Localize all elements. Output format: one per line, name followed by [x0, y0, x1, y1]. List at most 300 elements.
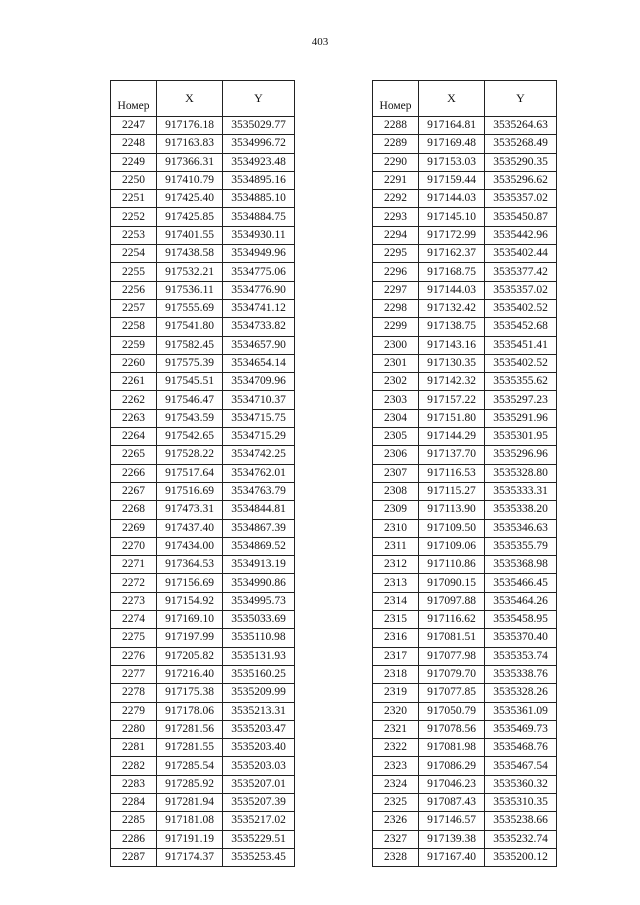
table-row [373, 190, 557, 208]
x-coordinate-cell: 917438.58 [157, 245, 223, 263]
y-coordinate-cell: 3535346.63 [485, 519, 557, 537]
point-number-cell: 2278 [111, 684, 157, 702]
y-coordinate-cell: 3535402.44 [485, 245, 557, 263]
y-coordinate-cell: 3534923.48 [223, 153, 295, 171]
table-row [373, 775, 557, 793]
point-number-cell: 2266 [111, 464, 157, 482]
x-coordinate-cell: 917168.75 [419, 263, 485, 281]
y-coordinate-cell: 3534715.75 [223, 409, 295, 427]
y-coordinate-cell: 3534996.72 [223, 135, 295, 153]
point-number-cell: 2288 [373, 117, 419, 135]
point-number-cell: 2247 [111, 117, 157, 135]
y-coordinate-cell: 3535209.99 [223, 684, 295, 702]
y-coordinate-cell: 3535264.63 [485, 117, 557, 135]
x-coordinate-cell: 917532.21 [157, 263, 223, 281]
y-coordinate-cell: 3535328.80 [485, 464, 557, 482]
point-number-cell: 2295 [373, 245, 419, 263]
x-coordinate-cell: 917175.38 [157, 684, 223, 702]
point-number-cell: 2286 [111, 830, 157, 848]
y-coordinate-cell: 3534763.79 [223, 482, 295, 500]
header-number: Номер [111, 81, 157, 117]
table-header-row [373, 81, 557, 117]
y-coordinate-cell: 3535203.47 [223, 720, 295, 738]
y-coordinate-cell: 3534990.86 [223, 574, 295, 592]
table-row [111, 684, 295, 702]
point-number-cell: 2261 [111, 373, 157, 391]
x-coordinate-cell: 917144.03 [419, 190, 485, 208]
y-coordinate-cell: 3535355.79 [485, 537, 557, 555]
y-coordinate-cell: 3535402.52 [485, 354, 557, 372]
point-number-cell: 2248 [111, 135, 157, 153]
point-number-cell: 2313 [373, 574, 419, 592]
table-row [111, 757, 295, 775]
table-row [373, 757, 557, 775]
x-coordinate-cell: 917181.08 [157, 812, 223, 830]
point-number-cell: 2273 [111, 592, 157, 610]
point-number-cell: 2328 [373, 848, 419, 866]
x-coordinate-cell: 917517.64 [157, 464, 223, 482]
y-coordinate-cell: 3535451.41 [485, 336, 557, 354]
y-coordinate-cell: 3535296.96 [485, 446, 557, 464]
point-number-cell: 2251 [111, 190, 157, 208]
x-coordinate-cell: 917081.98 [419, 739, 485, 757]
y-coordinate-cell: 3535357.02 [485, 190, 557, 208]
point-number-cell: 2265 [111, 446, 157, 464]
point-number-cell: 2312 [373, 556, 419, 574]
point-number-cell: 2284 [111, 793, 157, 811]
x-coordinate-cell: 917401.55 [157, 226, 223, 244]
y-coordinate-cell: 3534949.96 [223, 245, 295, 263]
point-number-cell: 2327 [373, 830, 419, 848]
y-coordinate-cell: 3534741.12 [223, 299, 295, 317]
x-coordinate-cell: 917153.03 [419, 153, 485, 171]
y-coordinate-cell: 3535207.39 [223, 793, 295, 811]
table-row [111, 281, 295, 299]
x-coordinate-cell: 917151.80 [419, 409, 485, 427]
point-number-cell: 2316 [373, 629, 419, 647]
y-coordinate-cell: 3535229.51 [223, 830, 295, 848]
y-coordinate-cell: 3534654.14 [223, 354, 295, 372]
y-coordinate-cell: 3535357.02 [485, 281, 557, 299]
point-number-cell: 2323 [373, 757, 419, 775]
y-coordinate-cell: 3535160.25 [223, 665, 295, 683]
x-coordinate-cell: 917582.45 [157, 336, 223, 354]
y-coordinate-cell: 3535203.40 [223, 739, 295, 757]
point-number-cell: 2317 [373, 647, 419, 665]
table-row [111, 592, 295, 610]
table-row [373, 446, 557, 464]
point-number-cell: 2279 [111, 702, 157, 720]
point-number-cell: 2305 [373, 428, 419, 446]
point-number-cell: 2318 [373, 665, 419, 683]
point-number-cell: 2310 [373, 519, 419, 537]
point-number-cell: 2322 [373, 739, 419, 757]
table-row [373, 135, 557, 153]
x-coordinate-cell: 917163.83 [157, 135, 223, 153]
x-coordinate-cell: 917285.54 [157, 757, 223, 775]
y-coordinate-cell: 3534844.81 [223, 501, 295, 519]
point-number-cell: 2308 [373, 482, 419, 500]
point-number-cell: 2302 [373, 373, 419, 391]
y-coordinate-cell: 3534776.90 [223, 281, 295, 299]
x-coordinate-cell: 917364.53 [157, 556, 223, 574]
table-row [373, 574, 557, 592]
y-coordinate-cell: 3535033.69 [223, 611, 295, 629]
table-row [373, 519, 557, 537]
y-coordinate-cell: 3535458.95 [485, 611, 557, 629]
x-coordinate-cell: 917132.42 [419, 299, 485, 317]
y-coordinate-cell: 3535360.32 [485, 775, 557, 793]
point-number-cell: 2309 [373, 501, 419, 519]
y-coordinate-cell: 3535290.35 [485, 153, 557, 171]
x-coordinate-cell: 917109.06 [419, 537, 485, 555]
point-number-cell: 2281 [111, 739, 157, 757]
x-coordinate-cell: 917157.22 [419, 391, 485, 409]
point-number-cell: 2260 [111, 354, 157, 372]
x-coordinate-cell: 917542.65 [157, 428, 223, 446]
point-number-cell: 2319 [373, 684, 419, 702]
x-coordinate-cell: 917144.29 [419, 428, 485, 446]
x-coordinate-cell: 917116.53 [419, 464, 485, 482]
x-coordinate-cell: 917437.40 [157, 519, 223, 537]
page-number: 403 [311, 36, 329, 48]
table-row [373, 464, 557, 482]
x-coordinate-cell: 917159.44 [419, 171, 485, 189]
table-row [373, 299, 557, 317]
x-coordinate-cell: 917575.39 [157, 354, 223, 372]
y-coordinate-cell: 3534884.75 [223, 208, 295, 226]
table-row [111, 812, 295, 830]
table-row [373, 830, 557, 848]
table-row [111, 611, 295, 629]
table-row [111, 519, 295, 537]
point-number-cell: 2262 [111, 391, 157, 409]
table-body-left [111, 117, 295, 867]
y-coordinate-cell: 3535213.31 [223, 702, 295, 720]
table-row [111, 574, 295, 592]
x-coordinate-cell: 917281.94 [157, 793, 223, 811]
table-row [373, 501, 557, 519]
table-row [373, 848, 557, 866]
x-coordinate-cell: 917077.85 [419, 684, 485, 702]
y-coordinate-cell: 3535464.26 [485, 592, 557, 610]
table-row [111, 775, 295, 793]
x-coordinate-cell: 917137.70 [419, 446, 485, 464]
y-coordinate-cell: 3534742.25 [223, 446, 295, 464]
table-row [373, 208, 557, 226]
point-number-cell: 2283 [111, 775, 157, 793]
y-coordinate-cell: 3534775.06 [223, 263, 295, 281]
table-row [111, 391, 295, 409]
x-coordinate-cell: 917110.86 [419, 556, 485, 574]
x-coordinate-cell: 917087.43 [419, 793, 485, 811]
point-number-cell: 2314 [373, 592, 419, 610]
coordinates-table-right [372, 80, 557, 867]
y-coordinate-cell: 3535377.42 [485, 263, 557, 281]
table-row [373, 153, 557, 171]
table-row [111, 299, 295, 317]
point-number-cell: 2259 [111, 336, 157, 354]
table-row [373, 373, 557, 391]
y-coordinate-cell: 3535217.02 [223, 812, 295, 830]
y-coordinate-cell: 3535370.40 [485, 629, 557, 647]
table-row [111, 556, 295, 574]
y-coordinate-cell: 3535131.93 [223, 647, 295, 665]
y-coordinate-cell: 3534715.29 [223, 428, 295, 446]
point-number-cell: 2269 [111, 519, 157, 537]
y-coordinate-cell: 3534869.52 [223, 537, 295, 555]
table-row [111, 830, 295, 848]
x-coordinate-cell: 917176.18 [157, 117, 223, 135]
table-row [111, 171, 295, 189]
table-row [373, 281, 557, 299]
header-number: Номер [373, 81, 419, 117]
x-coordinate-cell: 917425.40 [157, 190, 223, 208]
point-number-cell: 2311 [373, 537, 419, 555]
x-coordinate-cell: 917216.40 [157, 665, 223, 683]
table-body-right [373, 117, 557, 867]
table-header-row [111, 81, 295, 117]
point-number-cell: 2255 [111, 263, 157, 281]
table-row [111, 428, 295, 446]
table-row [373, 647, 557, 665]
y-coordinate-cell: 3534710.37 [223, 391, 295, 409]
x-coordinate-cell: 917528.22 [157, 446, 223, 464]
x-coordinate-cell: 917541.80 [157, 318, 223, 336]
y-coordinate-cell: 3535291.96 [485, 409, 557, 427]
x-coordinate-cell: 917169.48 [419, 135, 485, 153]
table-row [373, 245, 557, 263]
point-number-cell: 2253 [111, 226, 157, 244]
table-row [111, 848, 295, 866]
table-row [111, 720, 295, 738]
table-row [373, 556, 557, 574]
x-coordinate-cell: 917142.32 [419, 373, 485, 391]
x-coordinate-cell: 917115.27 [419, 482, 485, 500]
x-coordinate-cell: 917281.55 [157, 739, 223, 757]
table-row [373, 793, 557, 811]
y-coordinate-cell: 3535297.23 [485, 391, 557, 409]
x-coordinate-cell: 917545.51 [157, 373, 223, 391]
x-coordinate-cell: 917167.40 [419, 848, 485, 866]
table-row [111, 226, 295, 244]
table-row [111, 135, 295, 153]
x-coordinate-cell: 917281.56 [157, 720, 223, 738]
table-row [373, 409, 557, 427]
y-coordinate-cell: 3534657.90 [223, 336, 295, 354]
y-coordinate-cell: 3535402.52 [485, 299, 557, 317]
y-coordinate-cell: 3534762.01 [223, 464, 295, 482]
y-coordinate-cell: 3535338.20 [485, 501, 557, 519]
table-row [373, 171, 557, 189]
x-coordinate-cell: 917116.62 [419, 611, 485, 629]
header-y: Y [485, 81, 557, 117]
table-row [373, 263, 557, 281]
x-coordinate-cell: 917543.59 [157, 409, 223, 427]
point-number-cell: 2252 [111, 208, 157, 226]
y-coordinate-cell: 3535450.87 [485, 208, 557, 226]
table-row [111, 665, 295, 683]
x-coordinate-cell: 917366.31 [157, 153, 223, 171]
table-row [373, 354, 557, 372]
y-coordinate-cell: 3535368.98 [485, 556, 557, 574]
y-coordinate-cell: 3535200.12 [485, 848, 557, 866]
table-row [373, 537, 557, 555]
x-coordinate-cell: 917555.69 [157, 299, 223, 317]
table-row [111, 153, 295, 171]
y-coordinate-cell: 3534913.19 [223, 556, 295, 574]
y-coordinate-cell: 3535110.98 [223, 629, 295, 647]
point-number-cell: 2326 [373, 812, 419, 830]
header-x: X [419, 81, 485, 117]
x-coordinate-cell: 917178.06 [157, 702, 223, 720]
point-number-cell: 2293 [373, 208, 419, 226]
point-number-cell: 2256 [111, 281, 157, 299]
point-number-cell: 2306 [373, 446, 419, 464]
table-row [111, 446, 295, 464]
x-coordinate-cell: 917536.11 [157, 281, 223, 299]
table-row [373, 702, 557, 720]
table-row [373, 665, 557, 683]
table-row [373, 739, 557, 757]
point-number-cell: 2294 [373, 226, 419, 244]
y-coordinate-cell: 3535467.54 [485, 757, 557, 775]
x-coordinate-cell: 917174.37 [157, 848, 223, 866]
x-coordinate-cell: 917090.15 [419, 574, 485, 592]
header-x: X [157, 81, 223, 117]
point-number-cell: 2321 [373, 720, 419, 738]
table-row [111, 647, 295, 665]
table-row [111, 537, 295, 555]
y-coordinate-cell: 3535203.03 [223, 757, 295, 775]
x-coordinate-cell: 917144.03 [419, 281, 485, 299]
point-number-cell: 2277 [111, 665, 157, 683]
y-coordinate-cell: 3535333.31 [485, 482, 557, 500]
x-coordinate-cell: 917050.79 [419, 702, 485, 720]
x-coordinate-cell: 917172.99 [419, 226, 485, 244]
x-coordinate-cell: 917473.31 [157, 501, 223, 519]
y-coordinate-cell: 3534885.10 [223, 190, 295, 208]
point-number-cell: 2249 [111, 153, 157, 171]
table-row [373, 336, 557, 354]
x-coordinate-cell: 917113.90 [419, 501, 485, 519]
y-coordinate-cell: 3535029.77 [223, 117, 295, 135]
point-number-cell: 2291 [373, 171, 419, 189]
y-coordinate-cell: 3534709.96 [223, 373, 295, 391]
y-coordinate-cell: 3535310.35 [485, 793, 557, 811]
x-coordinate-cell: 917130.35 [419, 354, 485, 372]
point-number-cell: 2254 [111, 245, 157, 263]
point-number-cell: 2304 [373, 409, 419, 427]
point-number-cell: 2282 [111, 757, 157, 775]
y-coordinate-cell: 3535296.62 [485, 171, 557, 189]
y-coordinate-cell: 3535452.68 [485, 318, 557, 336]
table-row [373, 720, 557, 738]
x-coordinate-cell: 917081.51 [419, 629, 485, 647]
x-coordinate-cell: 917046.23 [419, 775, 485, 793]
table-row [111, 739, 295, 757]
y-coordinate-cell: 3535268.49 [485, 135, 557, 153]
point-number-cell: 2271 [111, 556, 157, 574]
x-coordinate-cell: 917425.85 [157, 208, 223, 226]
y-coordinate-cell: 3534995.73 [223, 592, 295, 610]
x-coordinate-cell: 917191.19 [157, 830, 223, 848]
x-coordinate-cell: 917145.10 [419, 208, 485, 226]
table-row [373, 812, 557, 830]
y-coordinate-cell: 3535238.66 [485, 812, 557, 830]
table-row [373, 592, 557, 610]
point-number-cell: 2264 [111, 428, 157, 446]
x-coordinate-cell: 917164.81 [419, 117, 485, 135]
point-number-cell: 2275 [111, 629, 157, 647]
point-number-cell: 2280 [111, 720, 157, 738]
y-coordinate-cell: 3535328.26 [485, 684, 557, 702]
table-row [373, 611, 557, 629]
y-coordinate-cell: 3535301.95 [485, 428, 557, 446]
table-row [111, 464, 295, 482]
x-coordinate-cell: 917079.70 [419, 665, 485, 683]
x-coordinate-cell: 917078.56 [419, 720, 485, 738]
table-row [111, 354, 295, 372]
x-coordinate-cell: 917169.10 [157, 611, 223, 629]
point-number-cell: 2268 [111, 501, 157, 519]
table-row [373, 226, 557, 244]
table-row [111, 336, 295, 354]
table-row [111, 373, 295, 391]
y-coordinate-cell: 3534867.39 [223, 519, 295, 537]
table-row [111, 482, 295, 500]
table-row [111, 190, 295, 208]
table-row [373, 117, 557, 135]
y-coordinate-cell: 3534930.11 [223, 226, 295, 244]
table-row [111, 245, 295, 263]
y-coordinate-cell: 3535355.62 [485, 373, 557, 391]
table-row [373, 318, 557, 336]
y-coordinate-cell: 3535442.96 [485, 226, 557, 244]
table-row [373, 629, 557, 647]
x-coordinate-cell: 917410.79 [157, 171, 223, 189]
point-number-cell: 2250 [111, 171, 157, 189]
point-number-cell: 2276 [111, 647, 157, 665]
point-number-cell: 2299 [373, 318, 419, 336]
point-number-cell: 2270 [111, 537, 157, 555]
x-coordinate-cell: 917434.00 [157, 537, 223, 555]
point-number-cell: 2290 [373, 153, 419, 171]
x-coordinate-cell: 917516.69 [157, 482, 223, 500]
table-row [373, 684, 557, 702]
point-number-cell: 2257 [111, 299, 157, 317]
table-row [111, 702, 295, 720]
table-row [111, 409, 295, 427]
point-number-cell: 2307 [373, 464, 419, 482]
point-number-cell: 2267 [111, 482, 157, 500]
x-coordinate-cell: 917197.99 [157, 629, 223, 647]
y-coordinate-cell: 3535353.74 [485, 647, 557, 665]
point-number-cell: 2315 [373, 611, 419, 629]
x-coordinate-cell: 917154.92 [157, 592, 223, 610]
x-coordinate-cell: 917205.82 [157, 647, 223, 665]
table-row [373, 391, 557, 409]
point-number-cell: 2324 [373, 775, 419, 793]
x-coordinate-cell: 917546.47 [157, 391, 223, 409]
coordinates-table-left [110, 80, 295, 867]
x-coordinate-cell: 917156.69 [157, 574, 223, 592]
point-number-cell: 2289 [373, 135, 419, 153]
x-coordinate-cell: 917077.98 [419, 647, 485, 665]
y-coordinate-cell: 3535253.45 [223, 848, 295, 866]
table-row [111, 501, 295, 519]
y-coordinate-cell: 3535468.76 [485, 739, 557, 757]
